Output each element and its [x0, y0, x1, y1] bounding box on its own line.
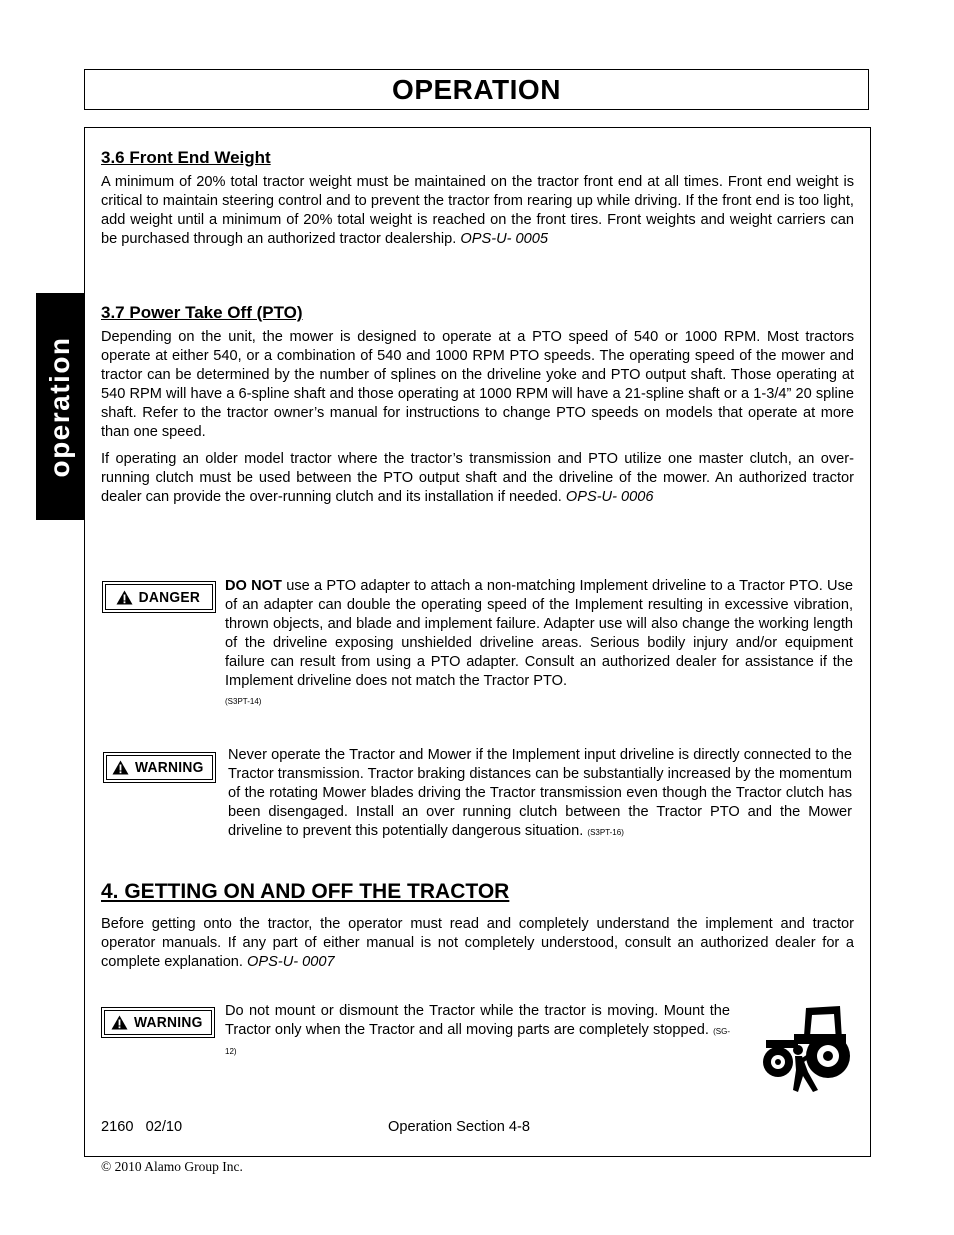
- page-header: [84, 69, 869, 110]
- side-tab-label: operation: [44, 335, 75, 478]
- warning-triangle-icon: [112, 760, 129, 775]
- warning-label: WARNING: [133, 1014, 203, 1031]
- footer-section: Operation Section 4-8: [388, 1119, 530, 1135]
- warning-label: WARNING: [135, 759, 204, 776]
- paragraph-text: A minimum of 20% total tractor weight must be maintained on the tractor front end at all times. Front end weight is critical to maintain steering control and to prevent the tractor from rearing up while driving. If the front end is too light, add weight until a minimum of 20% total weight is reached on the front tires. Front weights and weight carriers can be purchased through an authorized tractor dealership.: [101, 174, 854, 247]
- danger-lead: DO NOT: [225, 578, 282, 594]
- heading-front-end-weight: 3.6 Front End Weight: [101, 148, 271, 167]
- heading-power-take-off: 3.7 Power Take Off (PTO): [101, 303, 303, 322]
- warning-notice-text: [228, 746, 852, 842]
- heading-getting-on-off-tractor: 4. GETTING ON AND OFF THE TRACTOR: [101, 880, 510, 903]
- footer-model-date: 2160 02/10: [101, 1119, 183, 1135]
- notice-code: (S3PT-14): [225, 697, 262, 706]
- paragraph-pto-speeds: Depending on the unit, the mower is designed to operate at a PTO speed of 540 or 1000 RPM. Most tractors operate at either 540, or a combination of 540 and 1000 RPM PTO speeds. The operating speed of the mower and tractor can be determined by the number of splines on the driveline yoke and PTO output shaft. Those operating at 540 RPM will have a 6-spline shaft and those operating at 1000 RPM will have a 21-spline shaft or a 1-3/4” 20 spline shaft. Refer to the tractor owner’s manual for instructions to change PTO speeds on models that operate at more than one speed.: [101, 329, 854, 440]
- paragraph-text: Before getting onto the tractor, the operator must read and completely understand the implement and tractor operator manuals. If any part of either manual is not completely understood, consult an authorized dealer for a complete explanation.: [101, 916, 854, 970]
- warning-body: Do not mount or dismount the Tractor while the tractor is moving. Mount the Tractor only when the Tractor and all moving parts are completely stopped.: [225, 1003, 730, 1038]
- notice-code: (S3PT-16): [587, 828, 624, 837]
- section-side-tab: [36, 293, 84, 520]
- danger-sign: [102, 581, 216, 613]
- copyright: © 2010 Alamo Group Inc.: [101, 1159, 243, 1174]
- paragraph-over-running-clutch: [101, 450, 854, 507]
- warning-body: Never operate the Tractor and Mower if the Implement input driveline is directly connected to the Tractor transmission. Tractor braking distances can be substantially increased by the momentum of the rotating Mower blades driving the Tractor transmission even though the Tractor clutch has been disengaged. Install an over running clutch between the Tractor PTO and the Mower driveline to prevent this potentially dangerous situation.: [228, 747, 852, 839]
- danger-notice-text: [225, 577, 853, 711]
- warning-sign: [101, 1007, 215, 1038]
- danger-body: use a PTO adapter to attach a non-matching Implement driveline to a Tractor PTO. Use of an adapter can double the operating speed of the Implement resulting in excessive vibration, thrown objects, and blade and implement failure. Adapter use will also change the working length of the driveline exposing unshielded driveline areas. Serious bodily injury and/or equipment failure can result from using a PTO adapter. Consult an authorized dealer for assistance if the Implement driveline does not match the Tractor PTO.: [225, 578, 853, 689]
- paragraph-getting-on-tractor: [101, 915, 854, 972]
- warning-sign: [103, 752, 216, 783]
- warning-triangle-icon: [116, 590, 133, 605]
- paragraph-text: If operating an older model tractor where the tractor’s transmission and PTO utilize one master clutch, an over-running clutch must be used between the PTO output shaft and the driveline of the mower. An authorized tractor dealer can provide the over-running clutch and its installation if needed.: [101, 451, 854, 505]
- reference-code: OPS-U- 0006: [565, 489, 654, 505]
- no-mount-moving-tractor-icon: [758, 1000, 854, 1094]
- notice-code: (SG-12): [225, 1027, 730, 1056]
- danger-label: DANGER: [138, 588, 200, 606]
- reference-code: OPS-U- 0005: [460, 231, 549, 247]
- page-title: OPERATION: [392, 73, 561, 105]
- reference-code: OPS-U- 0007: [247, 954, 335, 970]
- warning-notice-text: [225, 1002, 730, 1061]
- paragraph-front-end-weight: [101, 173, 854, 249]
- warning-triangle-icon: [111, 1015, 128, 1030]
